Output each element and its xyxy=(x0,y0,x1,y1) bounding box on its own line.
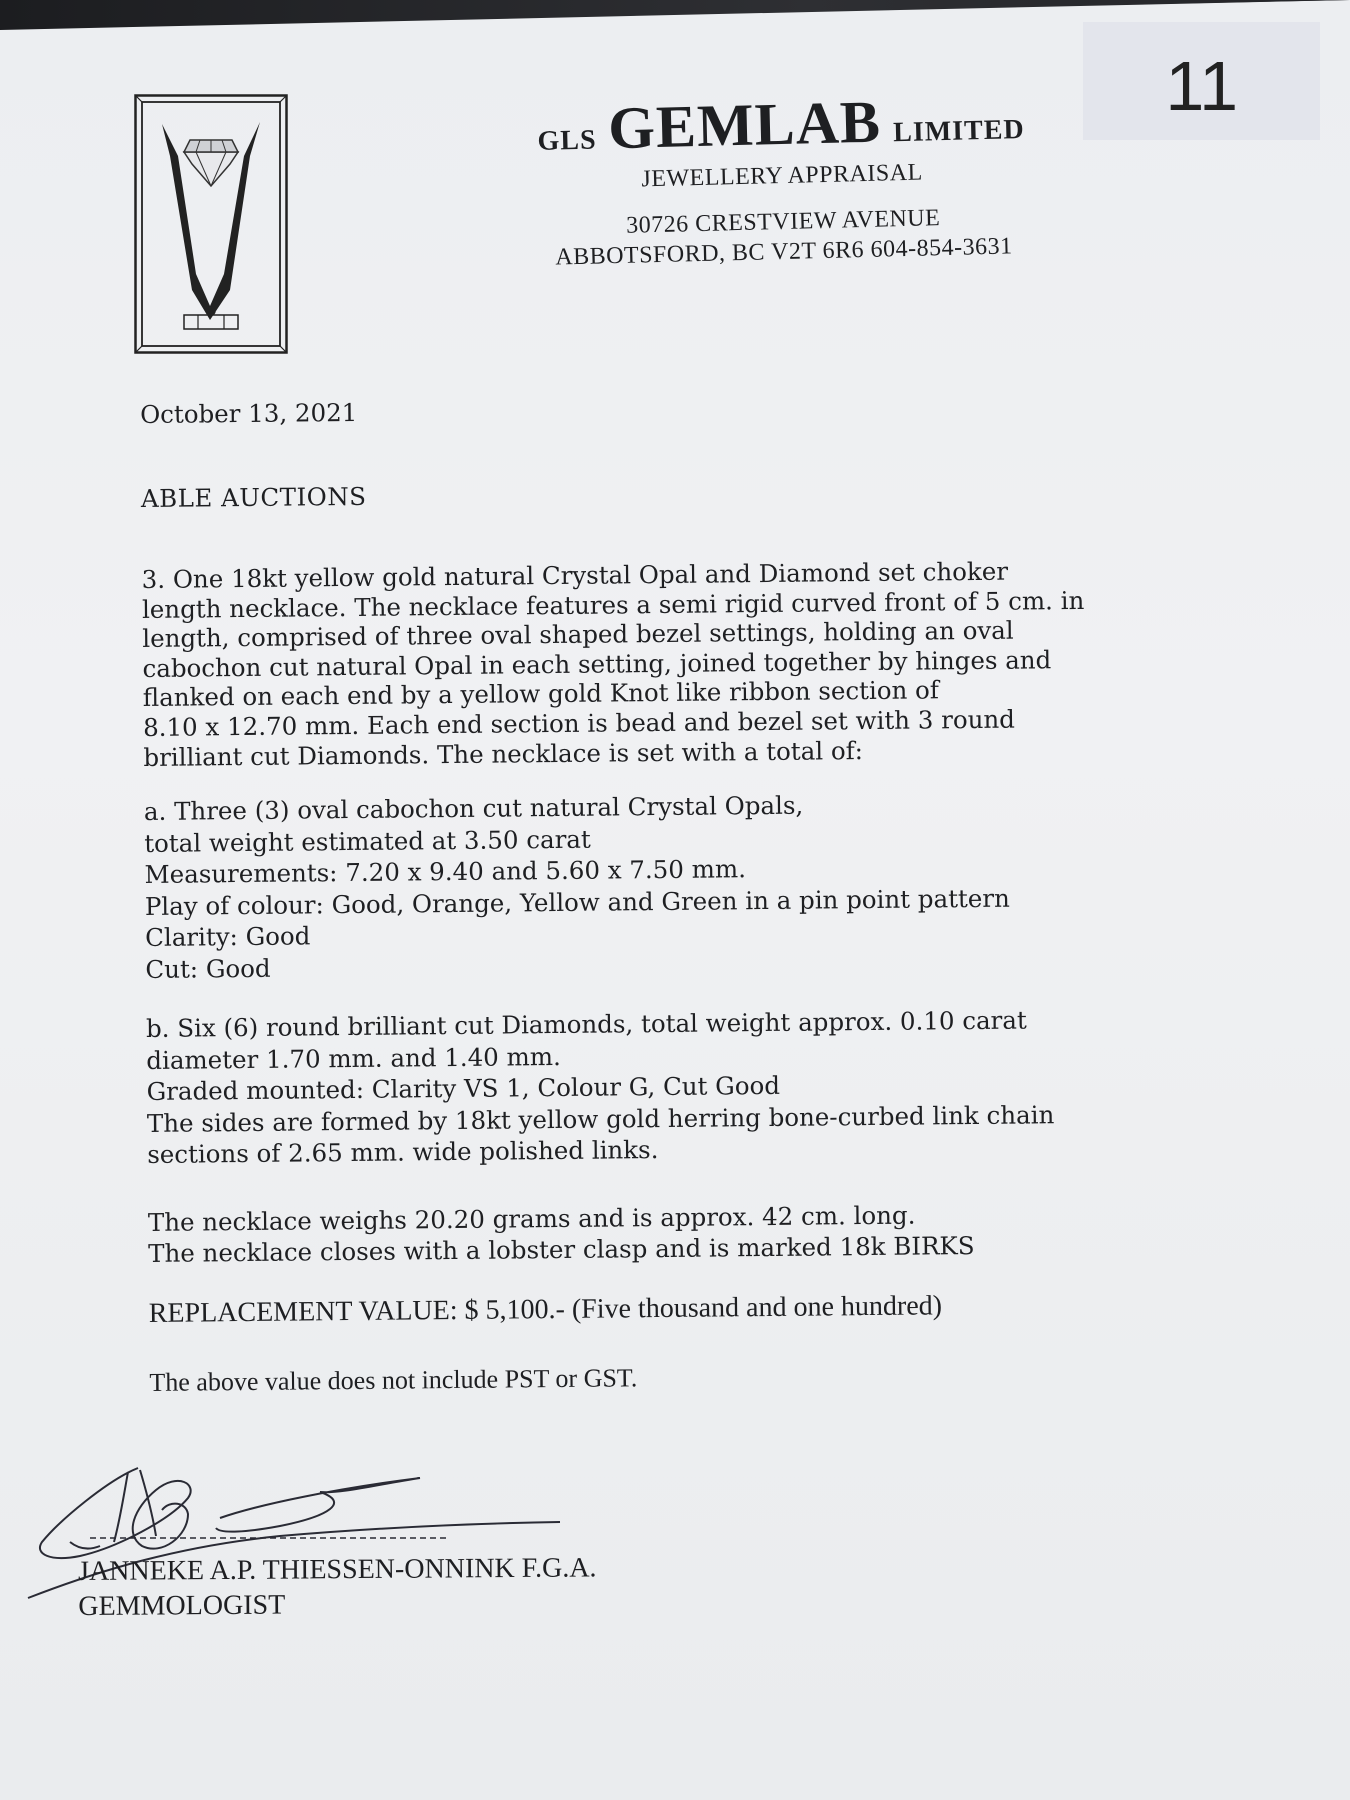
brand-suffix: LIMITED xyxy=(892,114,1026,149)
description-line: length necklace. The necklace features a semi rigid curved front of 5 cm. in xyxy=(141,585,1085,624)
brand-line xyxy=(470,82,1092,166)
diamond-line: b. Six (6) round brilliant cut Diamonds, total weight approx. 0.10 carat xyxy=(145,1005,1027,1044)
description-line: length, comprised of three oval shaped bezel settings, holding an oval xyxy=(142,615,1014,654)
description-line: flanked on each end by a yellow gold Knot like ribbon section of xyxy=(142,675,940,713)
appraisal-body xyxy=(140,390,1150,1397)
diamond-line: Graded mounted: Clarity VS 1, Colour G, Cut Good xyxy=(146,1071,781,1107)
gemlab-logo xyxy=(134,94,288,354)
brand-prefix: GLS xyxy=(537,124,597,157)
brand-name: GEMLAB xyxy=(607,88,882,162)
letter-date: October 13, 2021 xyxy=(140,397,358,429)
weight-line: The necklace weighs 20.20 grams and is approx. 42 cm. long. xyxy=(147,1200,916,1237)
signer-title: GEMMOLOGIST xyxy=(78,1589,286,1622)
tax-note: The above value does not include PST or GST. xyxy=(149,1362,638,1397)
closure-line: The necklace closes with a lobster clasp and is marked 18k BIRKS xyxy=(148,1231,975,1269)
diamond-details xyxy=(146,1004,1147,1171)
signer-name: JANNEKE A.P. THIESSEN-ONNINK F.G.A. xyxy=(78,1552,597,1587)
opal-line: Clarity: Good xyxy=(145,921,311,953)
diamond-line: diameter 1.70 mm. and 1.40 mm. xyxy=(146,1041,561,1075)
letterhead xyxy=(470,82,1094,274)
weight-and-closure xyxy=(148,1197,1149,1270)
letterhead-subtitle: JEWELLERY APPRAISAL xyxy=(641,159,924,193)
diamond-line: sections of 2.65 mm. wide polished links. xyxy=(147,1135,659,1170)
opal-line: total weight estimated at 3.50 carat xyxy=(144,824,591,858)
lot-number: 11 xyxy=(1165,47,1238,125)
item-description xyxy=(142,555,1144,772)
description-line: 3. One 18kt yellow gold natural Crystal Opal and Diamond set choker xyxy=(141,556,1009,594)
lot-number-tag xyxy=(1083,22,1320,140)
opal-details xyxy=(144,787,1146,986)
addressee: ABLE AUCTIONS xyxy=(140,481,367,513)
diamond-line: The sides are formed by 18kt yellow gold herring bone-curbed link chain xyxy=(146,1099,1055,1138)
signer-block xyxy=(78,1550,597,1624)
letterhead-address-line2: ABBOTSFORD, BC V2T 6R6 604-854-3631 xyxy=(555,233,1013,271)
opal-line: Cut: Good xyxy=(145,953,271,984)
replacement-value: REPLACEMENT VALUE: $ 5,100.- (Five thousand and one hundred) xyxy=(148,1290,943,1329)
letterhead-address-line1: 30726 CRESTVIEW AVENUE xyxy=(625,205,941,239)
description-line: cabochon cut natural Opal in each setting, joined together by hinges and xyxy=(142,645,1052,683)
opal-line: Measurements: 7.20 x 9.40 and 5.60 x 7.50 mm. xyxy=(144,854,747,890)
opal-line: a. Three (3) oval cabochon cut natural Crystal Opals, xyxy=(143,790,804,827)
opal-line: Play of colour: Good, Orange, Yellow and Green in a pin point pattern xyxy=(144,883,1010,921)
description-line: 8.10 x 12.70 mm. Each end section is bead and bezel set with 3 round xyxy=(143,704,1016,742)
description-line: brilliant cut Diamonds. The necklace is set with a total of: xyxy=(143,735,864,772)
